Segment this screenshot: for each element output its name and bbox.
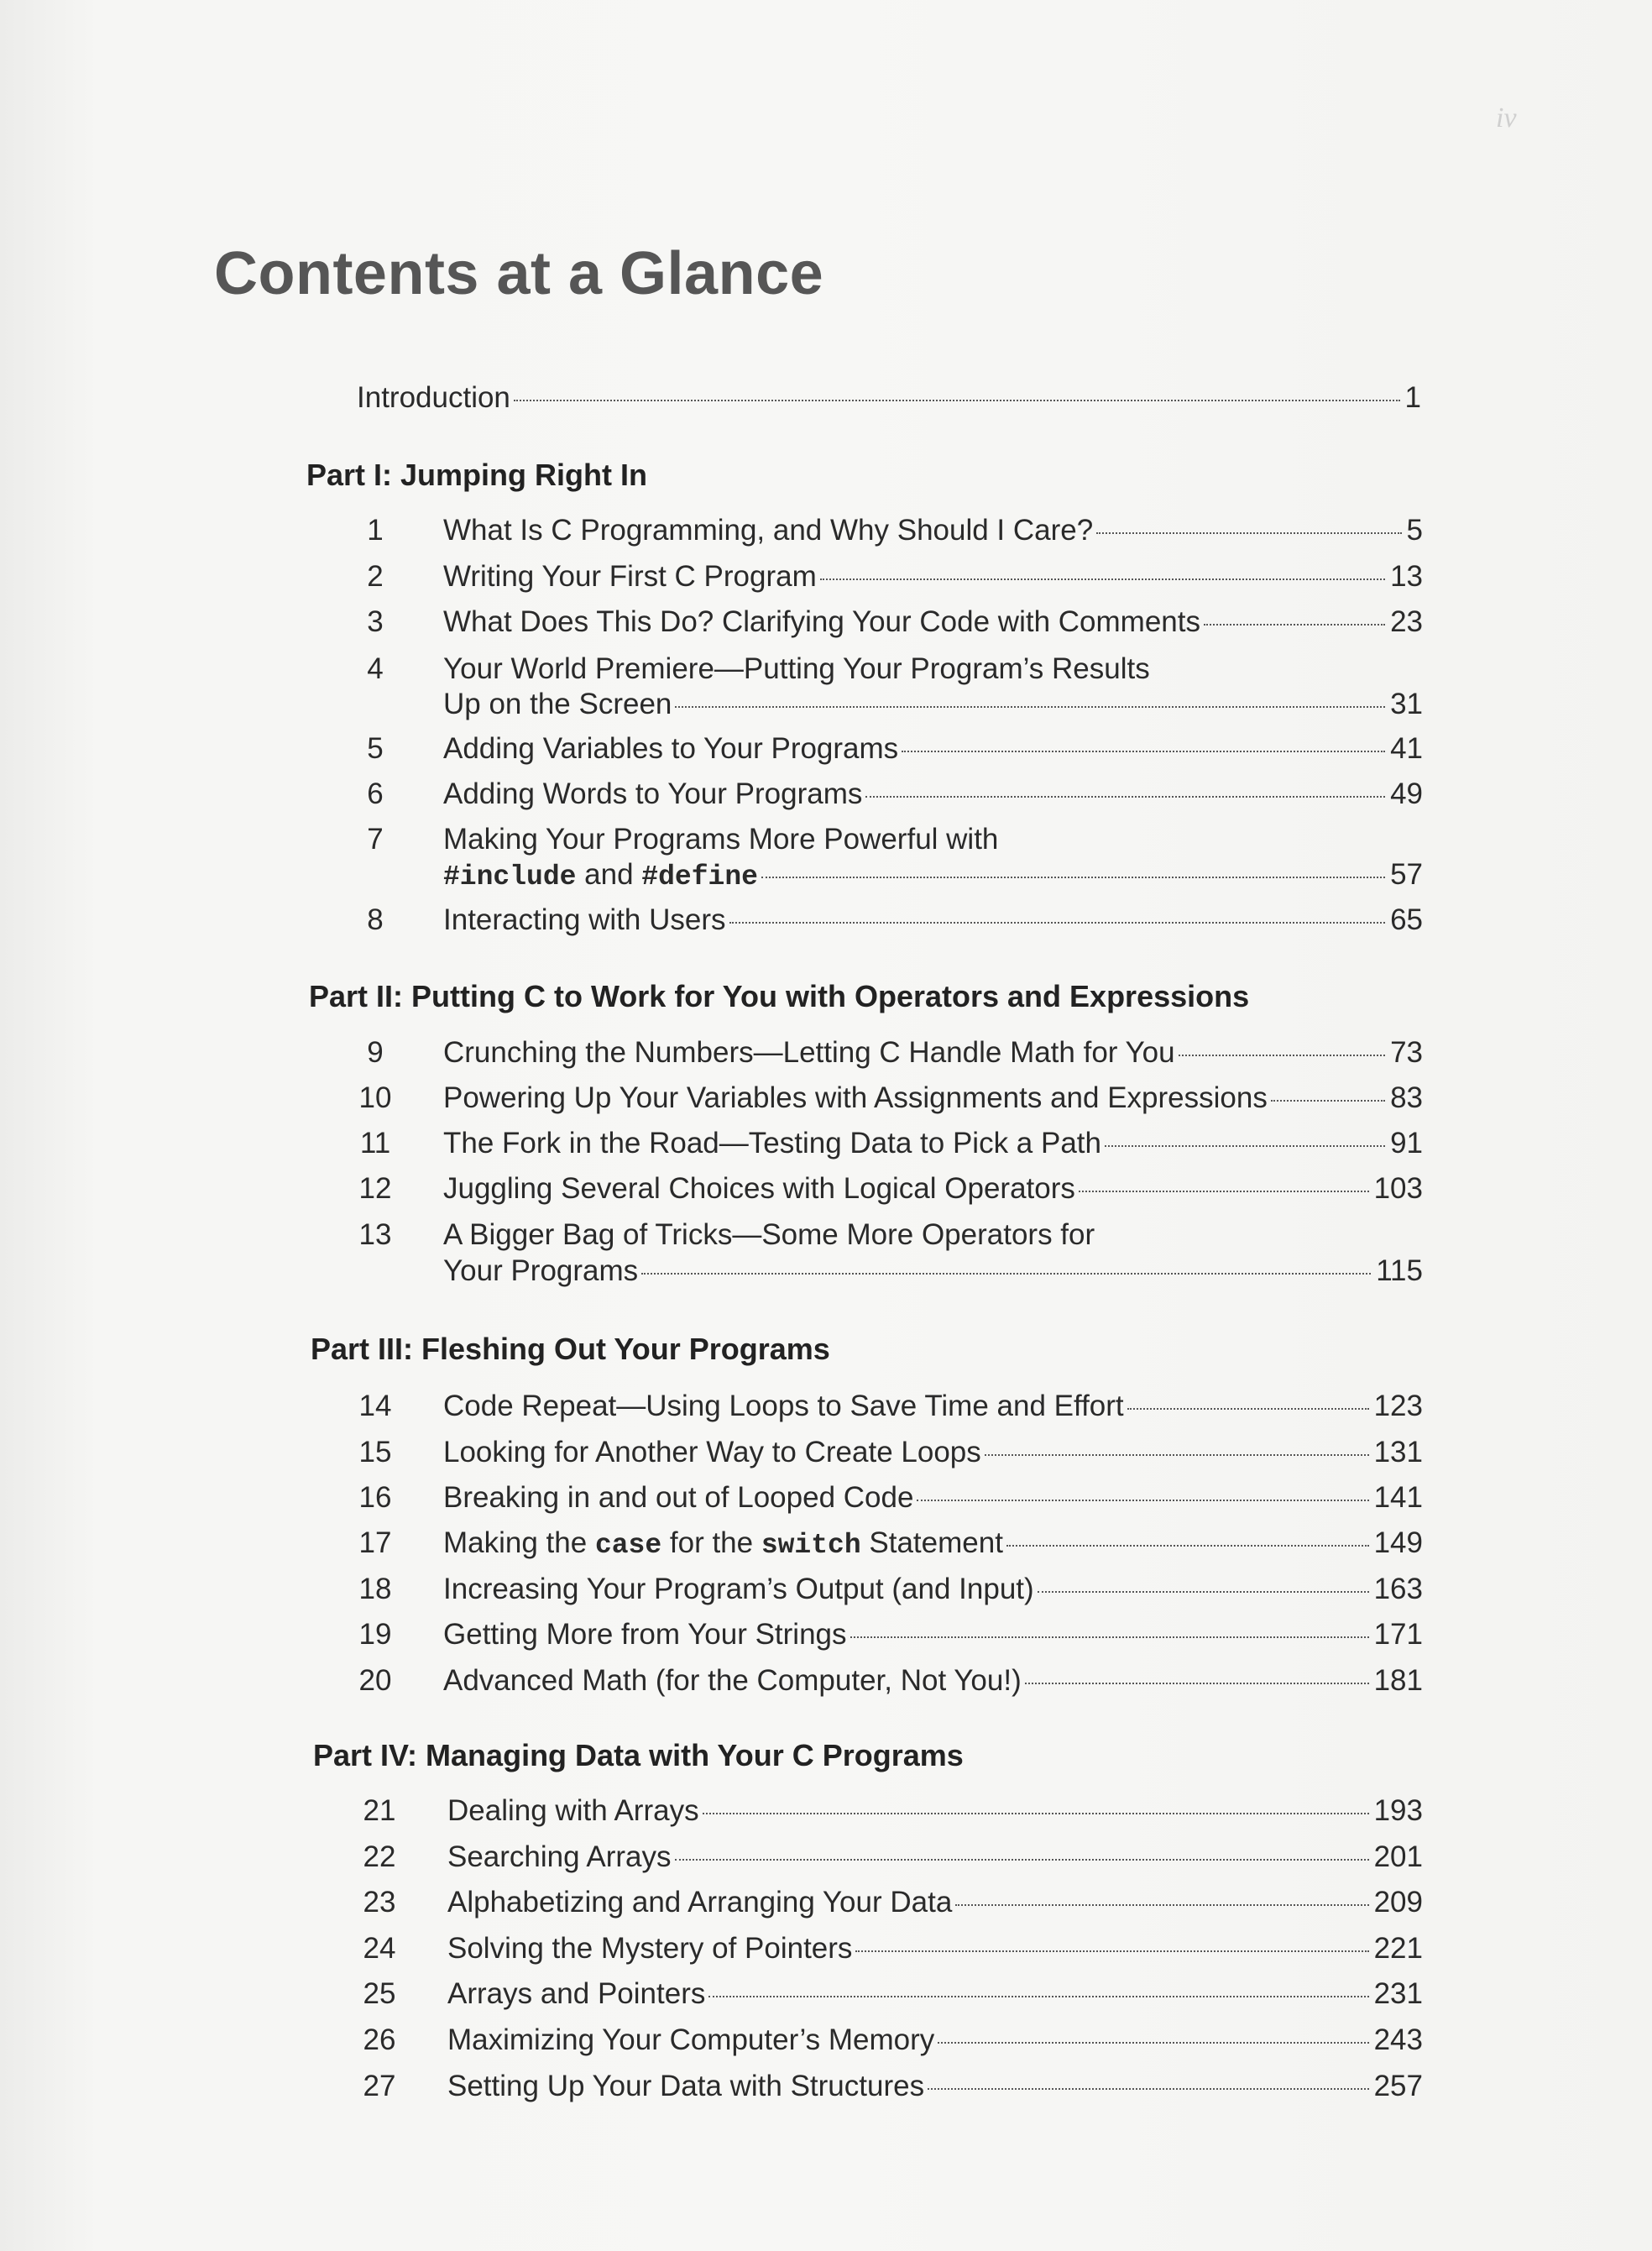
chapter-title: Getting More from Your Strings: [443, 1618, 847, 1651]
chapter-number: 23: [363, 1886, 396, 1919]
chapter-title-line-1: Your World Premiere—Putting Your Program’s Results: [443, 652, 1150, 685]
chapter-number: 2: [367, 560, 384, 593]
dot-leader: [1006, 1545, 1369, 1547]
chapter-title-line: [443, 1171, 1423, 1207]
chapter-page-number: 257: [1373, 2070, 1423, 2102]
part-heading: Part III: Fleshing Out Your Programs: [311, 1332, 830, 1366]
chapter-title: Maximizing Your Computer’s Memory: [447, 2023, 935, 2056]
chapter-title: Advanced Math (for the Computer, Not You!): [443, 1664, 1022, 1697]
chapter-number: 15: [358, 1436, 392, 1468]
dot-leader: [514, 400, 1400, 401]
chapter-title-line-1: A Bigger Bag of Tricks—Some More Operators for: [443, 1218, 1095, 1251]
chapter-title: Setting Up Your Data with Structures: [447, 2070, 925, 2102]
chapter-title-line: [443, 513, 1423, 548]
chapter-title-line: [447, 1931, 1423, 1966]
entry-page-number: 1: [1404, 381, 1421, 414]
chapter-number: 5: [367, 732, 384, 765]
dot-leader: [865, 796, 1385, 798]
chapter-title: Solving the Mystery of Pointers: [447, 1932, 853, 1965]
chapter-number: 1: [367, 514, 384, 547]
dot-leader: [1096, 532, 1401, 534]
chapter-title: Your Programs: [443, 1254, 639, 1287]
chapter-number: 25: [363, 1977, 396, 2010]
dot-leader: [938, 2042, 1368, 2044]
chapter-number: 7: [367, 823, 384, 856]
part-heading: Part IV: Managing Data with Your C Programs: [313, 1738, 964, 1772]
chapter-number: 12: [358, 1172, 392, 1205]
dot-leader: [1079, 1191, 1369, 1192]
chapter-page-number: 23: [1390, 605, 1423, 638]
chapter-page-number: 163: [1373, 1573, 1423, 1605]
chapter-number: 16: [358, 1481, 392, 1514]
dot-leader: [708, 1996, 1368, 1997]
chapter-page-number: 221: [1373, 1932, 1423, 1965]
chapter-title-line: [443, 731, 1423, 767]
dot-leader: [1127, 1408, 1369, 1410]
chapter-title-line: [443, 1572, 1423, 1607]
chapter-page-number: 231: [1373, 1977, 1423, 2010]
dot-leader: [729, 922, 1386, 924]
code-keyword: #define: [641, 861, 758, 893]
chapter-title: What Is C Programming, and Why Should I Care?: [443, 514, 1094, 547]
chapter-title: [443, 1526, 1003, 1563]
chapter-page-number: 171: [1373, 1618, 1423, 1651]
chapter-title-line: [443, 687, 1423, 722]
chapter-title: Powering Up Your Variables with Assignments and Expressions: [443, 1081, 1268, 1114]
chapter-page-number: 49: [1390, 777, 1423, 810]
chapter-number: 6: [367, 777, 384, 810]
chapter-title: Juggling Several Choices with Logical Operators: [443, 1172, 1075, 1205]
chapter-title: Arrays and Pointers: [447, 1977, 706, 2010]
title-text: for the: [661, 1526, 761, 1559]
chapter-number: 21: [363, 1794, 396, 1827]
chapter-title-line: [443, 1526, 1423, 1563]
chapter-number: 20: [358, 1664, 392, 1697]
chapter-title-line: [443, 1480, 1423, 1515]
chapter-number: 19: [358, 1618, 392, 1651]
chapter-title-line: [443, 559, 1423, 594]
chapter-title: Searching Arrays: [447, 1840, 672, 1873]
chapter-page-number: 91: [1390, 1127, 1423, 1160]
chapter-page-number: 193: [1373, 1794, 1423, 1827]
chapter-title: Writing Your First C Program: [443, 560, 817, 593]
dot-leader: [641, 1273, 1371, 1275]
chapter-title: Interacting with Users: [443, 903, 726, 936]
chapter-page-number: 181: [1373, 1664, 1423, 1697]
part-heading: Part II: Putting C to Work for You with Operators and Expressions: [309, 979, 1250, 1013]
chapter-number: 27: [363, 2070, 396, 2102]
dot-leader: [850, 1636, 1369, 1638]
chapter-page-number: 41: [1390, 732, 1423, 765]
chapter-page-number: 141: [1373, 1481, 1423, 1514]
part-heading: Part I: Jumping Right In: [306, 458, 647, 492]
dot-leader: [703, 1813, 1369, 1814]
chapter-title-line: [443, 1035, 1423, 1071]
chapter-number: 26: [363, 2023, 396, 2056]
title-text: Making the: [443, 1526, 595, 1559]
chapter-title: Adding Variables to Your Programs: [443, 732, 899, 765]
chapter-title: Increasing Your Program’s Output (and Input): [443, 1573, 1034, 1605]
chapter-page-number: 149: [1373, 1526, 1423, 1559]
chapter-number: 13: [358, 1218, 392, 1251]
dot-leader: [675, 1859, 1369, 1861]
chapter-page-number: 201: [1373, 1840, 1423, 1873]
chapter-title-line: [447, 2069, 1423, 2104]
chapter-page-number: 209: [1373, 1886, 1423, 1919]
code-keyword: #include: [443, 861, 577, 893]
code-keyword: case: [594, 1530, 662, 1561]
dot-leader: [1025, 1683, 1369, 1684]
chapter-title: Alphabetizing and Arranging Your Data: [447, 1886, 953, 1919]
dot-leader: [820, 578, 1385, 580]
dot-leader: [955, 1904, 1368, 1906]
dot-leader: [1038, 1591, 1369, 1593]
chapter-page-number: 123: [1373, 1390, 1423, 1422]
chapter-number: 17: [358, 1526, 392, 1559]
chapter-page-number: 131: [1373, 1436, 1423, 1468]
chapter-title-line: [447, 1840, 1423, 1875]
title-text: and: [576, 858, 642, 891]
chapter-number: 24: [363, 1932, 396, 1965]
chapter-number: 4: [367, 652, 384, 685]
dot-leader: [1105, 1145, 1385, 1147]
dot-leader: [985, 1454, 1369, 1456]
toc-entry-introduction[interactable]: [357, 380, 1421, 416]
chapter-page-number: 65: [1390, 903, 1423, 936]
chapter-title: What Does This Do? Clarifying Your Code with Comments: [443, 605, 1200, 638]
chapter-page-number: 13: [1390, 560, 1423, 593]
chapter-title: Code Repeat—Using Loops to Save Time and Effort: [443, 1390, 1124, 1422]
chapter-page-number: 5: [1406, 514, 1423, 547]
code-keyword: switch: [761, 1530, 861, 1561]
chapter-title-line-1: Making Your Programs More Powerful with: [443, 823, 999, 856]
chapter-page-number: 31: [1390, 688, 1423, 720]
chapter-title-line: [443, 777, 1423, 812]
chapter-title: Breaking in and out of Looped Code: [443, 1481, 914, 1514]
chapter-title-line: [447, 1976, 1423, 2012]
chapter-number: 10: [358, 1081, 392, 1114]
dot-leader: [917, 1500, 1368, 1501]
chapter-number: 22: [363, 1840, 396, 1873]
dot-leader: [1271, 1100, 1385, 1102]
dot-leader: [1204, 624, 1385, 626]
chapter-title-line: [443, 1081, 1423, 1116]
chapter-page-number: 115: [1376, 1254, 1423, 1287]
chapter-page-number: 73: [1390, 1036, 1423, 1069]
page-number: iv: [1496, 102, 1517, 133]
chapter-number: 18: [358, 1573, 392, 1605]
page-title: Contents at a Glance: [214, 240, 824, 307]
chapter-title-line: [443, 1254, 1423, 1289]
dot-leader: [761, 877, 1385, 878]
chapter-title-line: [447, 1793, 1423, 1829]
dot-leader: [675, 706, 1385, 708]
chapter-title: Up on the Screen: [443, 688, 672, 720]
dot-leader: [855, 1950, 1368, 1952]
chapter-page-number: 57: [1390, 858, 1423, 891]
chapter-number: 9: [367, 1036, 384, 1069]
entry-title: Introduction: [357, 381, 510, 414]
chapter-page-number: 103: [1373, 1172, 1423, 1205]
chapter-number: 11: [359, 1127, 391, 1160]
chapter-title-line: [443, 903, 1423, 938]
chapter-title-line: [447, 2023, 1423, 2058]
chapter-title: [443, 857, 758, 895]
title-text: Statement: [860, 1526, 1003, 1559]
chapter-number: 3: [367, 605, 384, 638]
chapter-page-number: 243: [1373, 2023, 1423, 2056]
dot-leader: [928, 2088, 1369, 2090]
chapter-title-line: [443, 1617, 1423, 1652]
chapter-number: 8: [367, 903, 384, 936]
chapter-title: Adding Words to Your Programs: [443, 777, 863, 810]
chapter-title: The Fork in the Road—Testing Data to Pick a Path: [443, 1127, 1101, 1160]
chapter-number: 14: [358, 1390, 392, 1422]
chapter-title-line: [443, 1389, 1423, 1424]
dot-leader: [902, 751, 1385, 752]
chapter-title-line: [443, 605, 1423, 640]
chapter-title-line: [443, 1435, 1423, 1470]
chapter-title: Dealing with Arrays: [447, 1794, 699, 1827]
chapter-title: Looking for Another Way to Create Loops: [443, 1436, 981, 1468]
chapter-title-line: [443, 1663, 1423, 1699]
chapter-title-line: [447, 1885, 1423, 1920]
chapter-title: Crunching the Numbers—Letting C Handle Math for You: [443, 1036, 1175, 1069]
chapter-title-line: [443, 857, 1423, 895]
chapter-title-line: [443, 1126, 1423, 1161]
chapter-page-number: 83: [1390, 1081, 1423, 1114]
dot-leader: [1179, 1055, 1385, 1056]
